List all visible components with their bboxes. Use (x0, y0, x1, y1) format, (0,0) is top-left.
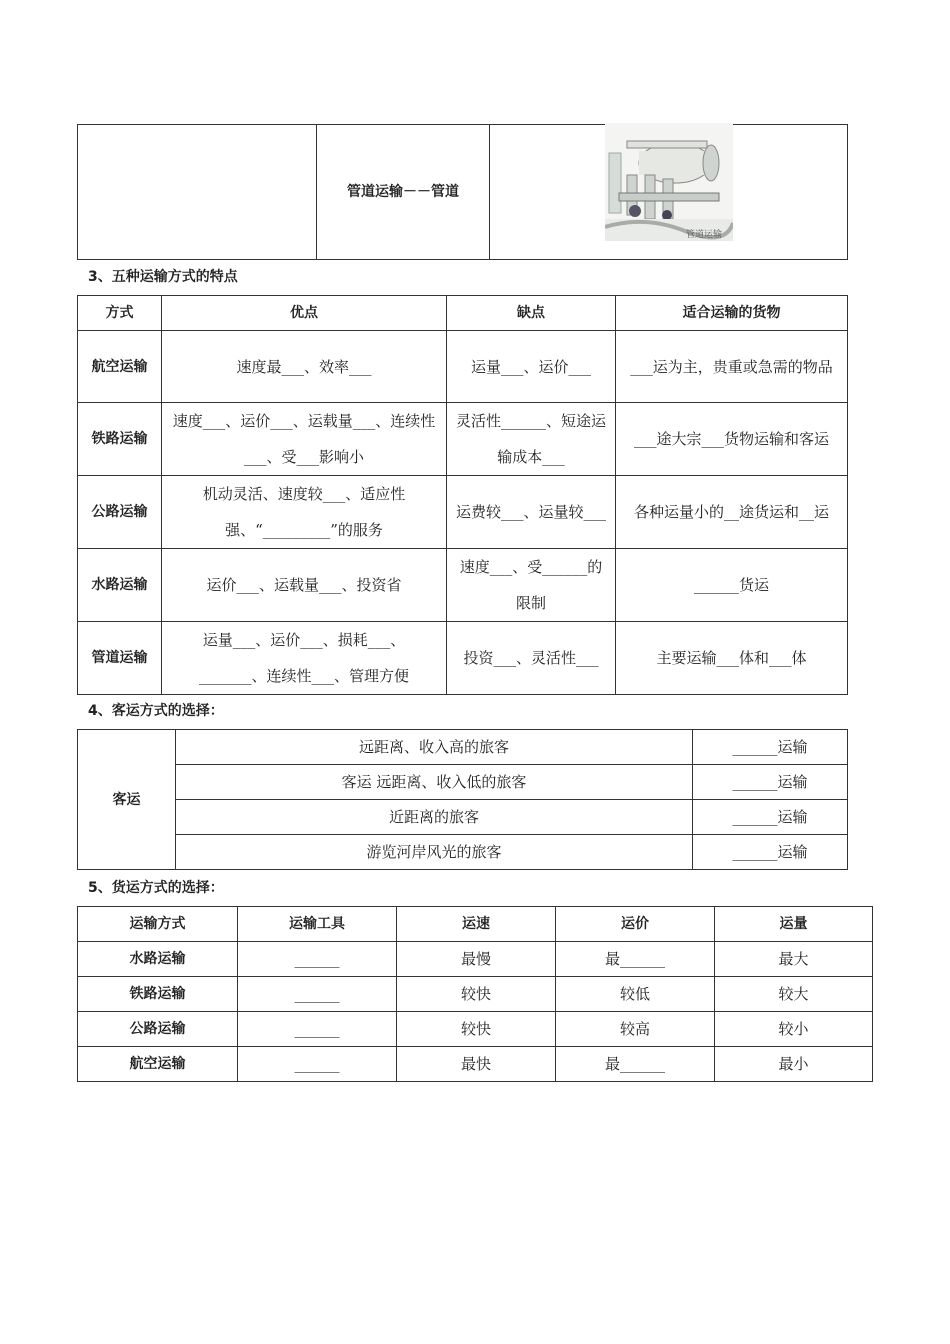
cons-cell: 灵活性______、短途运输成本___ (447, 403, 616, 476)
goods-cell: 主要运输___体和___体 (616, 622, 848, 695)
goods-cell: ______货运 (616, 549, 848, 622)
header-cell: 运输方式 (78, 907, 238, 942)
pipeline-caption: 管道运输 (686, 230, 723, 240)
table-row (78, 403, 848, 476)
volume-cell: 较大 (715, 977, 873, 1012)
mode-cell: 铁路运输 (78, 977, 238, 1012)
answer-cell: ______运输 (693, 835, 848, 870)
table-row (78, 977, 873, 1012)
table-row (78, 835, 848, 870)
goods-cell: 各种运量小的__途货运和__运 (616, 476, 848, 549)
cons-cell: 运费较___、运量较___ (447, 476, 616, 549)
header-cell: 适合运输的货物 (616, 296, 848, 331)
passenger-transport-table (77, 729, 848, 870)
cons-cell: 速度___、受______的限制 (447, 549, 616, 622)
top-empty-cell (78, 125, 317, 260)
section5-heading: 5、货运方式的选择： (88, 880, 224, 896)
header-cell: 缺点 (447, 296, 616, 331)
table-row (78, 549, 848, 622)
header-cell: 优点 (162, 296, 447, 331)
goods-cell: ___运为主，贵重或急需的物品 (616, 331, 848, 403)
cons-cell: 投资___、灵活性___ (447, 622, 616, 695)
pipeline-image-cell (490, 125, 848, 260)
price-cell: 最______ (556, 942, 715, 977)
tool-cell: ______ (238, 1047, 397, 1082)
table-row (78, 622, 848, 695)
top-table (77, 124, 848, 260)
table-row (78, 1012, 873, 1047)
section4-heading: 4、客运方式的选择： (88, 703, 224, 719)
speed-cell: 较快 (397, 977, 556, 1012)
goods-cell: ___途大宗___货物运输和客运 (616, 403, 848, 476)
answer-cell: ______运输 (693, 765, 848, 800)
mode-cell: 水路运输 (78, 942, 238, 977)
table-row (78, 765, 848, 800)
mode-cell: 公路运输 (78, 1012, 238, 1047)
header-cell: 运输工具 (238, 907, 397, 942)
desc-cell: 客运 远距离、收入低的旅客 (176, 765, 693, 800)
answer-cell: ______运输 (693, 730, 848, 765)
desc-cell: 游览河岸风光的旅客 (176, 835, 693, 870)
desc-cell: 远距离、收入高的旅客 (176, 730, 693, 765)
table-row (78, 476, 848, 549)
table-row (78, 800, 848, 835)
pros-cell: 速度最___、效率___ (162, 331, 447, 403)
volume-cell: 最大 (715, 942, 873, 977)
header-cell: 运量 (715, 907, 873, 942)
pros-cell: 速度___、运价___、运载量___、连续性___、受___影响小 (162, 403, 447, 476)
pros-cell: 机动灵活、速度较___、适应性强、“_________”的服务 (162, 476, 447, 549)
table-row (78, 730, 848, 765)
mode-cell: 航空运输 (78, 331, 162, 403)
speed-cell: 最快 (397, 1047, 556, 1082)
speed-cell: 最慢 (397, 942, 556, 977)
transport-features-table (77, 295, 848, 695)
group-label-cell: 客运 (78, 730, 176, 870)
pipeline-label: 管道运输－－管道 (317, 125, 490, 260)
freight-transport-table (77, 906, 873, 1082)
desc-cell: 近距离的旅客 (176, 800, 693, 835)
tool-cell: ______ (238, 942, 397, 977)
table-row (78, 331, 848, 403)
pros-cell: 运价___、运载量___、投资省 (162, 549, 447, 622)
header-cell: 方式 (78, 296, 162, 331)
mode-cell: 公路运输 (78, 476, 162, 549)
header-cell: 运速 (397, 907, 556, 942)
header-cell: 运价 (556, 907, 715, 942)
pipeline-photo (605, 123, 733, 241)
mode-cell: 航空运输 (78, 1047, 238, 1082)
table-row (78, 1047, 873, 1082)
table-header-row (78, 907, 873, 942)
answer-cell: ______运输 (693, 800, 848, 835)
section3-heading: 3、五种运输方式的特点 (88, 269, 238, 285)
price-cell: 较低 (556, 977, 715, 1012)
mode-cell: 水路运输 (78, 549, 162, 622)
tool-cell: ______ (238, 977, 397, 1012)
cons-cell: 运量___、运价___ (447, 331, 616, 403)
pros-cell: 运量___、运价___、损耗___、_______、连续性___、管理方便 (162, 622, 447, 695)
volume-cell: 最小 (715, 1047, 873, 1082)
tool-cell: ______ (238, 1012, 397, 1047)
price-cell: 最______ (556, 1047, 715, 1082)
volume-cell: 较小 (715, 1012, 873, 1047)
mode-cell: 管道运输 (78, 622, 162, 695)
price-cell: 较高 (556, 1012, 715, 1047)
speed-cell: 较快 (397, 1012, 556, 1047)
mode-cell: 铁路运输 (78, 403, 162, 476)
table-row (78, 942, 873, 977)
